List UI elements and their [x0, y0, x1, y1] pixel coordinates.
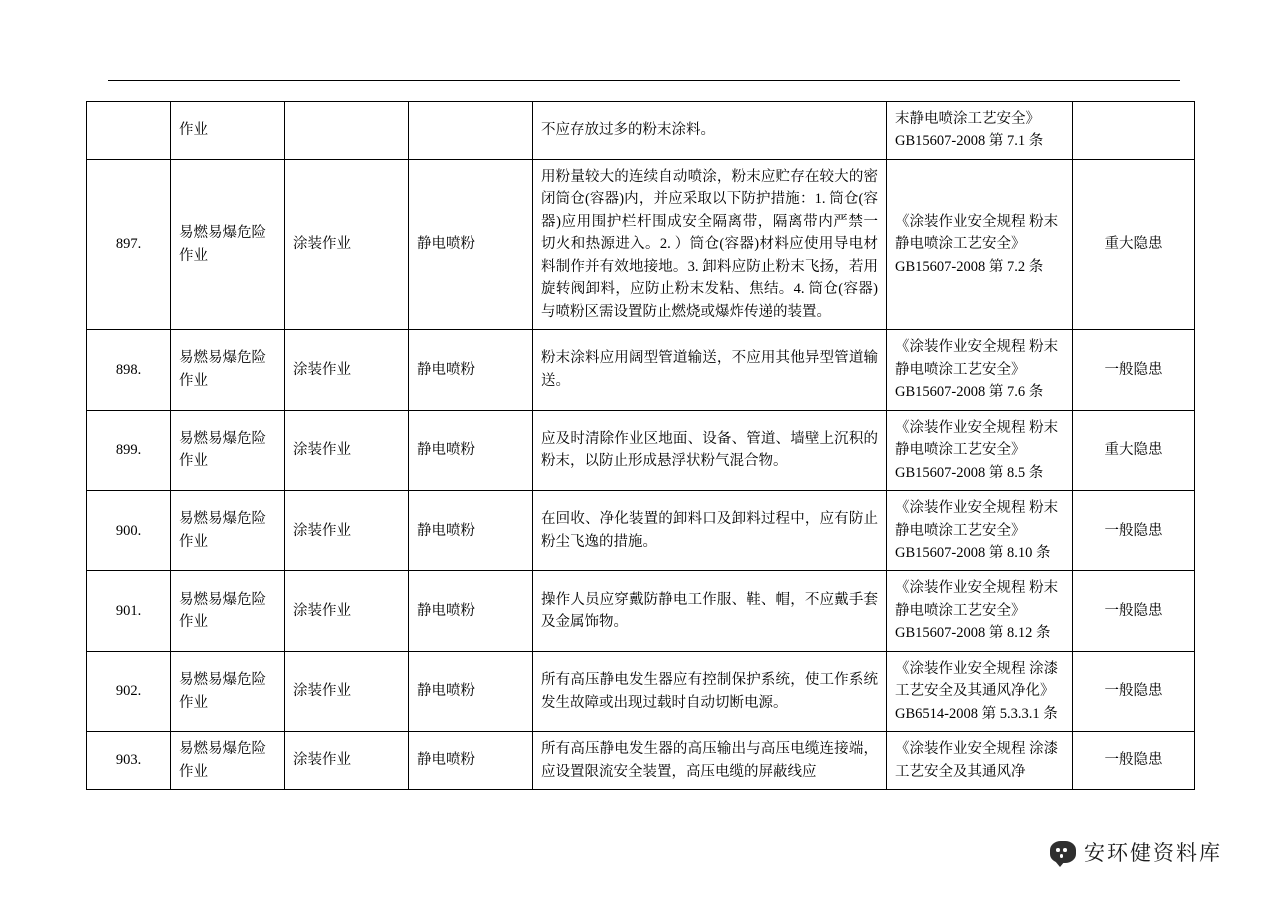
cell-basis: 《涂装作业安全规程 粉末静电喷涂工艺安全》GB15607-2008 第 7.6 条 — [887, 330, 1073, 410]
cell-num: 897. — [87, 159, 171, 329]
cell-description: 所有高压静电发生器应有控制保护系统，使工作系统发生故障或出现过载时自动切断电源。 — [533, 651, 887, 731]
cell-process: 静电喷粉 — [409, 410, 533, 490]
cell-basis: 末静电喷涂工艺安全》GB15607-2008 第 7.1 条 — [887, 102, 1073, 160]
cell-category: 易燃易爆危险作业 — [171, 571, 285, 651]
cell-level — [1073, 102, 1195, 160]
cell-operation — [285, 102, 409, 160]
cell-category: 易燃易爆危险作业 — [171, 410, 285, 490]
header-rule — [108, 80, 1180, 81]
cell-operation: 涂装作业 — [285, 651, 409, 731]
cell-num: 898. — [87, 330, 171, 410]
cell-basis: 《涂装作业安全规程 粉末静电喷涂工艺安全》GB15607-2008 第 8.12 条 — [887, 571, 1073, 651]
cell-num: 901. — [87, 571, 171, 651]
cell-num: 900. — [87, 491, 171, 571]
table-row — [87, 732, 1195, 790]
cell-description: 所有高压静电发生器的高压输出与高压电缆连接端，应设置限流安全装置，高压电缆的屏蔽线应 — [533, 732, 887, 790]
wechat-icon — [1050, 841, 1076, 863]
cell-basis: 《涂装作业安全规程 涂漆工艺安全及其通风净 — [887, 732, 1073, 790]
cell-description: 粉末涂料应用阔型管道输送，不应用其他异型管道输送。 — [533, 330, 887, 410]
cell-process — [409, 102, 533, 160]
cell-operation: 涂装作业 — [285, 330, 409, 410]
cell-level: 一般隐患 — [1073, 571, 1195, 651]
cell-description: 应及时清除作业区地面、设备、管道、墙壁上沉积的粉末，以防止形成悬浮状粉气混合物。 — [533, 410, 887, 490]
table-row — [87, 410, 1195, 490]
cell-process: 静电喷粉 — [409, 732, 533, 790]
cell-basis: 《涂装作业安全规程 涂漆工艺安全及其通风净化》GB6514-2008 第 5.3.3.1 条 — [887, 651, 1073, 731]
table-row — [87, 102, 1195, 160]
cell-level: 重大隐患 — [1073, 159, 1195, 329]
cell-category: 易燃易爆危险作业 — [171, 330, 285, 410]
cell-process: 静电喷粉 — [409, 330, 533, 410]
cell-description: 操作人员应穿戴防静电工作服、鞋、帽，不应戴手套及金属饰物。 — [533, 571, 887, 651]
cell-num: 899. — [87, 410, 171, 490]
table-row — [87, 571, 1195, 651]
table-row — [87, 159, 1195, 329]
table-row — [87, 491, 1195, 571]
cell-operation: 涂装作业 — [285, 410, 409, 490]
cell-description: 在回收、净化装置的卸料口及卸料过程中，应有防止粉尘飞逸的措施。 — [533, 491, 887, 571]
cell-level: 重大隐患 — [1073, 410, 1195, 490]
cell-process: 静电喷粉 — [409, 159, 533, 329]
cell-basis: 《涂装作业安全规程 粉末静电喷涂工艺安全》GB15607-2008 第 8.5 条 — [887, 410, 1073, 490]
cell-process: 静电喷粉 — [409, 651, 533, 731]
cell-category: 易燃易爆危险作业 — [171, 732, 285, 790]
cell-level: 一般隐患 — [1073, 651, 1195, 731]
cell-process: 静电喷粉 — [409, 571, 533, 651]
cell-level: 一般隐患 — [1073, 732, 1195, 790]
cell-num: 902. — [87, 651, 171, 731]
footer-brand — [1050, 837, 1222, 867]
cell-num — [87, 102, 171, 160]
cell-description: 不应存放过多的粉末涂料。 — [533, 102, 887, 160]
table-row — [87, 651, 1195, 731]
cell-operation: 涂装作业 — [285, 159, 409, 329]
cell-basis: 《涂装作业安全规程 粉末静电喷涂工艺安全》GB15607-2008 第 8.10 条 — [887, 491, 1073, 571]
cell-operation: 涂装作业 — [285, 491, 409, 571]
cell-category: 易燃易爆危险作业 — [171, 159, 285, 329]
hazard-table-container — [86, 101, 1194, 790]
cell-category: 作业 — [171, 102, 285, 160]
brand-name: 安环健资料库 — [1084, 842, 1222, 865]
cell-description: 用粉量较大的连续自动喷涂，粉末应贮存在较大的密闭筒仓(容器)内，并应采取以下防护措施：1. 筒仓(容器)应用围护栏杆围成安全隔离带，隔离带内严禁一切火和热源进入。2. ）筒仓(容器)材料应使用导电材料制作并有效地接地。3. 卸料应防止粉末飞扬，若用旋转阀卸料，应防止粉末发粘、焦结。4. 筒仓(容器)与喷粉区需设置防止燃烧或爆炸传递的装置。 — [533, 159, 887, 329]
cell-num: 903. — [87, 732, 171, 790]
cell-level: 一般隐患 — [1073, 330, 1195, 410]
cell-category: 易燃易爆危险作业 — [171, 651, 285, 731]
cell-operation: 涂装作业 — [285, 732, 409, 790]
hazard-table — [86, 101, 1195, 790]
cell-process: 静电喷粉 — [409, 491, 533, 571]
cell-operation: 涂装作业 — [285, 571, 409, 651]
cell-category: 易燃易爆危险作业 — [171, 491, 285, 571]
table-row — [87, 330, 1195, 410]
cell-basis: 《涂装作业安全规程 粉末静电喷涂工艺安全》GB15607-2008 第 7.2 条 — [887, 159, 1073, 329]
cell-level: 一般隐患 — [1073, 491, 1195, 571]
